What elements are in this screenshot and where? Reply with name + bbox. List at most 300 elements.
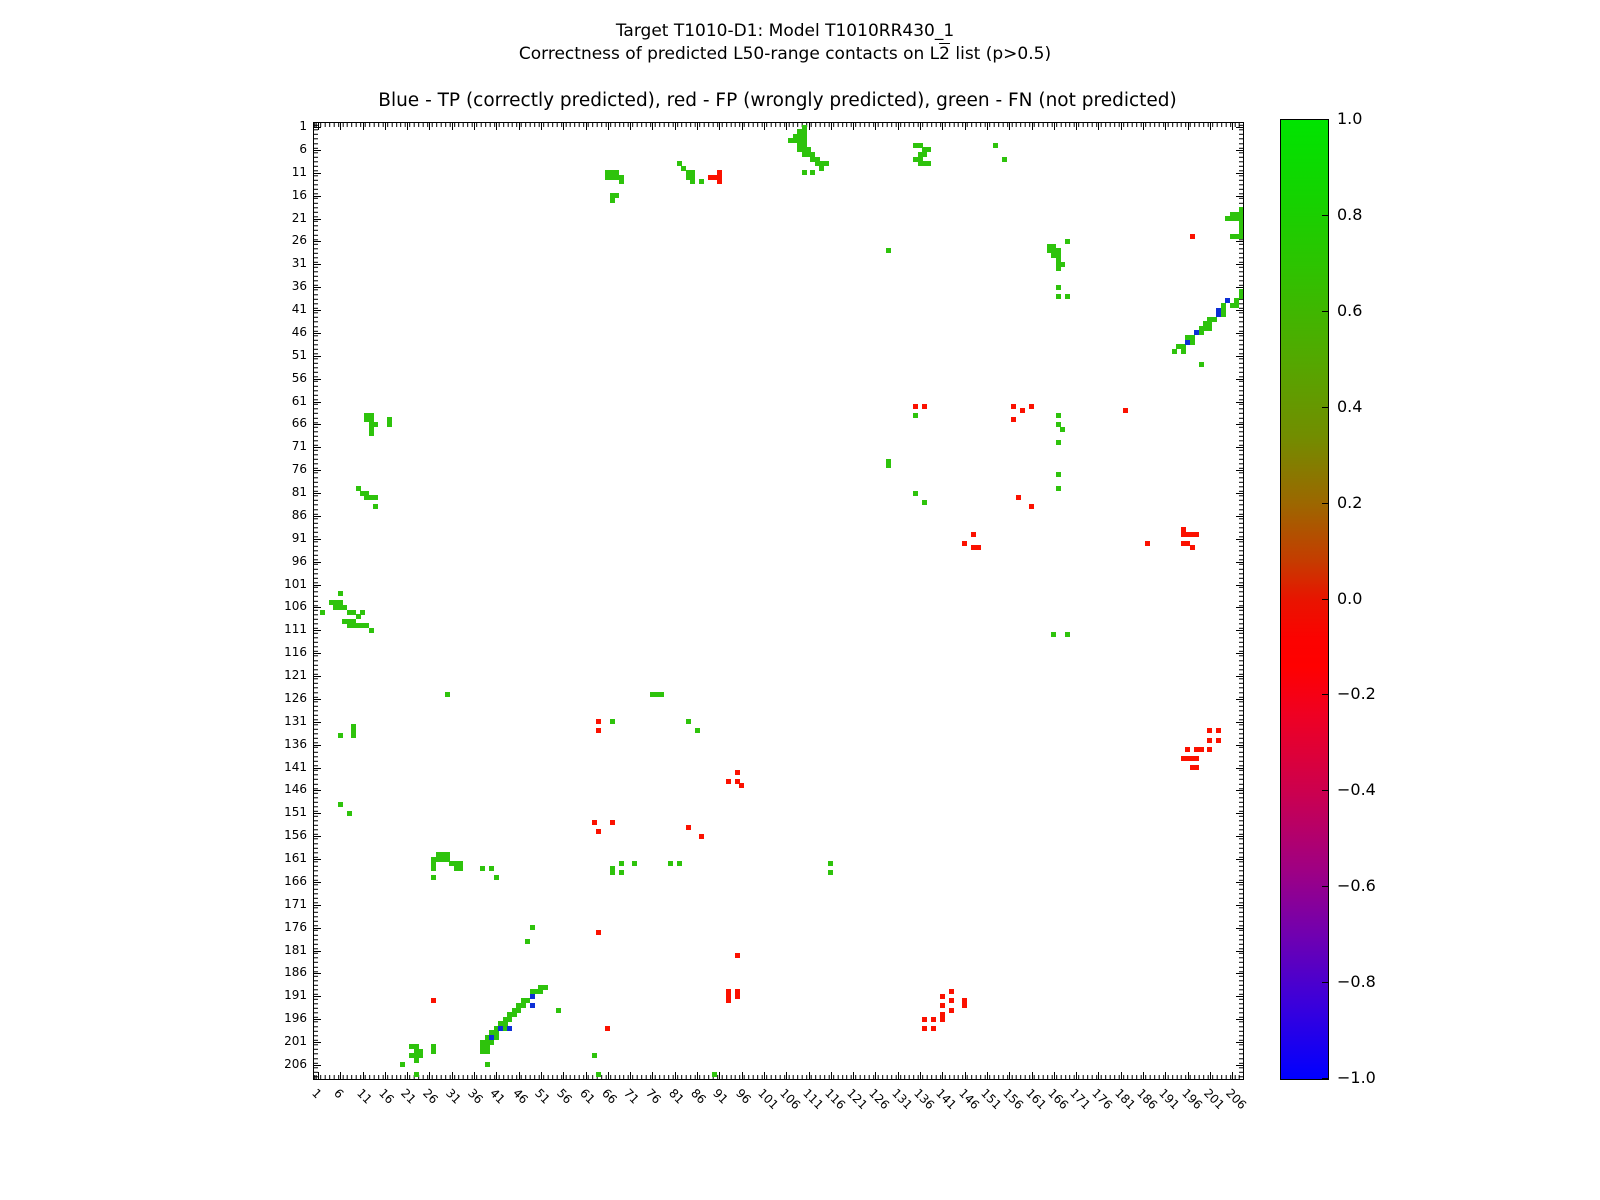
y-major-tick: [314, 836, 321, 837]
x-tick-label: 196: [1178, 1086, 1205, 1113]
y-tick-label: 111: [284, 622, 307, 637]
y-major-tick: [314, 562, 321, 563]
x-tick-label: 11: [353, 1086, 375, 1107]
y-major-tick: [1236, 379, 1243, 380]
x-tick-label: 41: [487, 1086, 509, 1107]
contact-point-fp: [1190, 234, 1195, 239]
contact-point-fn: [1239, 234, 1244, 239]
contact-point-fn: [1212, 317, 1217, 322]
x-major-tick: [831, 1072, 832, 1079]
x-major-tick: [652, 123, 653, 130]
x-major-tick: [1210, 1072, 1211, 1079]
contact-point-tp: [530, 994, 535, 999]
x-tick-label: 201: [1201, 1086, 1228, 1113]
contact-point-fp: [1216, 738, 1221, 743]
y-major-tick: [314, 745, 321, 746]
x-major-tick: [965, 1072, 966, 1079]
y-tick-label: 101: [284, 576, 307, 591]
y-tick-label: 121: [284, 668, 307, 683]
y-major-tick: [1236, 424, 1243, 425]
y-major-tick: [1236, 356, 1243, 357]
colorbar-tick: [1322, 407, 1328, 408]
y-tick-label: 171: [284, 896, 307, 911]
colorbar-tick-label: 0.0: [1337, 588, 1363, 608]
contact-point-fn: [521, 1003, 526, 1008]
x-major-tick: [1121, 123, 1122, 130]
contact-point-fn: [886, 463, 891, 468]
y-major-tick: [314, 196, 321, 197]
x-major-tick: [1098, 123, 1099, 130]
contact-point-fn: [619, 179, 624, 184]
y-tick-label: 116: [284, 645, 307, 660]
y-major-tick: [1236, 859, 1243, 860]
y-major-tick: [1236, 173, 1243, 174]
contact-point-fp: [962, 541, 967, 546]
contact-point-fn: [525, 939, 530, 944]
contact-point-fn: [699, 179, 704, 184]
y-major-tick: [1236, 1042, 1243, 1043]
y-tick-label: 191: [284, 988, 307, 1003]
contact-point-fp: [686, 825, 691, 830]
contact-point-fn: [828, 861, 833, 866]
x-major-tick: [898, 1072, 899, 1079]
y-major-tick: [314, 470, 321, 471]
minor-ticks-left: [314, 123, 318, 1079]
y-major-tick: [1236, 790, 1243, 791]
x-major-tick: [1054, 1072, 1055, 1079]
y-tick-label: 61: [291, 393, 307, 408]
x-major-tick: [452, 1072, 453, 1079]
x-tick-label: 91: [710, 1086, 732, 1107]
contact-point-fn: [886, 248, 891, 253]
contact-point-fp: [922, 1017, 927, 1022]
x-major-tick: [586, 123, 587, 130]
y-major-tick: [314, 768, 321, 769]
contact-point-tp: [1216, 312, 1221, 317]
colorbar-tick-label: 0.4: [1337, 396, 1363, 416]
y-tick-label: 131: [284, 713, 307, 728]
x-major-tick: [608, 123, 609, 130]
x-tick-label: 136: [911, 1086, 938, 1113]
minor-ticks-bottom: [314, 1075, 1243, 1079]
contact-point-fp: [1020, 408, 1025, 413]
colorbar-tick-label: 1.0: [1337, 109, 1363, 128]
x-major-tick: [1165, 1072, 1166, 1079]
x-major-tick: [630, 1072, 631, 1079]
x-major-tick: [1009, 123, 1010, 130]
x-tick-label: 96: [732, 1086, 754, 1107]
contact-point-fn: [494, 1035, 499, 1040]
contact-point-fn: [1181, 349, 1186, 354]
contact-point-fn: [619, 861, 624, 866]
contact-point-fn: [480, 866, 485, 871]
contact-point-fn: [356, 614, 361, 619]
x-major-tick: [920, 1072, 921, 1079]
contact-point-fn: [556, 1008, 561, 1013]
colorbar-tick-label: −0.8: [1337, 972, 1376, 992]
contact-point-fp: [1190, 545, 1195, 550]
contact-point-fn: [1056, 486, 1061, 491]
y-major-tick: [314, 585, 321, 586]
x-tick-label: 21: [398, 1086, 419, 1107]
contact-point-fp: [1194, 532, 1199, 537]
contact-point-fp: [596, 719, 601, 724]
y-major-tick: [1236, 630, 1243, 631]
colorbar-tick-label: −0.4: [1337, 780, 1376, 800]
contact-point-fp: [1029, 404, 1034, 409]
colorbar-tick-label: 0.6: [1337, 300, 1363, 320]
minor-ticks-top: [314, 123, 1243, 127]
contact-point-fn: [414, 1058, 419, 1063]
y-major-tick: [1236, 745, 1243, 746]
contact-point-fn: [347, 811, 352, 816]
y-major-tick: [314, 653, 321, 654]
y-major-tick: [1236, 150, 1243, 151]
x-major-tick: [363, 123, 364, 130]
contact-point-fp: [1011, 417, 1016, 422]
colorbar-tick: [1322, 311, 1328, 312]
contact-point-fn: [1065, 239, 1070, 244]
x-major-tick: [786, 123, 787, 130]
x-major-tick: [675, 1072, 676, 1079]
y-tick-label: 26: [291, 233, 307, 248]
y-major-tick: [1236, 264, 1243, 265]
x-major-tick: [809, 123, 810, 130]
y-major-tick: [314, 219, 321, 220]
y-major-tick: [314, 310, 321, 311]
x-major-tick: [831, 123, 832, 130]
x-major-tick: [563, 123, 564, 130]
x-tick-label: 151: [978, 1086, 1005, 1113]
y-major-tick: [1236, 447, 1243, 448]
y-major-tick: [314, 150, 321, 151]
x-major-tick: [1232, 1072, 1233, 1079]
contact-point-fn: [828, 870, 833, 875]
contact-point-fn: [431, 866, 436, 871]
contact-point-fn: [819, 166, 824, 171]
x-major-tick: [363, 1072, 364, 1079]
contact-point-tp: [1225, 298, 1230, 303]
minor-ticks-right: [1239, 123, 1243, 1079]
figure-suptitle: [0, 20, 1570, 66]
contact-point-fp: [610, 820, 615, 825]
x-major-tick: [519, 123, 520, 130]
contact-point-fn: [1221, 312, 1226, 317]
axes-title: Blue - TP (correctly predicted), red - FP (wrongly predicted), green - FN (not predicted): [378, 90, 1177, 111]
y-major-tick: [314, 630, 321, 631]
x-tick-label: 81: [665, 1086, 687, 1107]
contact-point-fn: [543, 985, 548, 990]
x-major-tick: [1121, 1072, 1122, 1079]
y-tick-label: 1: [299, 119, 307, 134]
contact-point-fn: [538, 989, 543, 994]
y-major-tick: [314, 539, 321, 540]
y-tick-label: 76: [291, 462, 307, 477]
y-major-tick: [1236, 287, 1243, 288]
contact-point-fn: [431, 1049, 436, 1054]
x-major-tick: [429, 123, 430, 130]
x-tick-label: 36: [465, 1086, 486, 1107]
colorbar-tick-label: 0.2: [1337, 492, 1363, 512]
y-tick-label: 56: [291, 370, 307, 385]
y-major-tick: [314, 356, 321, 357]
x-tick-label: 86: [688, 1086, 709, 1107]
contact-point-fp: [949, 998, 954, 1003]
colorbar-tick: [1322, 503, 1328, 504]
x-major-tick: [1188, 123, 1189, 130]
contact-point-tp: [498, 1026, 503, 1031]
contact-point-fp: [949, 1008, 954, 1013]
contact-point-fn: [338, 591, 343, 596]
contact-point-fp: [913, 404, 918, 409]
y-major-tick: [314, 287, 321, 288]
contact-point-tp: [1185, 340, 1190, 345]
contact-point-fn: [1172, 349, 1177, 354]
y-tick-label: 81: [291, 485, 307, 500]
y-major-tick: [314, 607, 321, 608]
y-tick-label: 136: [284, 736, 307, 751]
contact-point-fn: [489, 1040, 494, 1045]
y-major-tick: [314, 722, 321, 723]
x-tick-label: 31: [442, 1086, 464, 1107]
x-major-tick: [340, 1072, 341, 1079]
x-major-tick: [697, 123, 698, 130]
contact-point-fp: [1029, 504, 1034, 509]
x-major-tick: [875, 1072, 876, 1079]
x-major-tick: [608, 1072, 609, 1079]
contact-point-fn: [690, 179, 695, 184]
y-tick-label: 161: [284, 851, 307, 866]
x-major-tick: [519, 1072, 520, 1079]
contact-point-fn: [351, 733, 356, 738]
contact-point-fp: [735, 994, 740, 999]
y-tick-label: 126: [284, 690, 307, 705]
x-tick-label: 146: [955, 1086, 982, 1113]
contact-point-fn: [913, 491, 918, 496]
contact-point-fn: [1243, 399, 1244, 404]
x-tick-label: 111: [799, 1086, 826, 1113]
x-major-tick: [675, 123, 676, 130]
x-major-tick: [853, 1072, 854, 1079]
contact-point-fp: [1207, 728, 1212, 733]
contact-point-fp: [1216, 728, 1221, 733]
contact-point-fn: [619, 870, 624, 875]
contact-point-fp: [1011, 404, 1016, 409]
y-major-tick: [1236, 699, 1243, 700]
y-tick-label: 91: [291, 530, 307, 545]
contact-point-fn: [824, 161, 829, 166]
contact-point-fn: [1060, 262, 1065, 267]
contact-point-fp: [605, 1026, 610, 1031]
x-major-tick: [385, 1072, 386, 1079]
x-tick-label: 1: [309, 1086, 325, 1102]
y-major-tick: [314, 859, 321, 860]
contact-point-fn: [387, 422, 392, 427]
contact-point-fn: [1060, 427, 1065, 432]
y-tick-label: 201: [284, 1034, 307, 1049]
y-major-tick: [314, 905, 321, 906]
contact-point-fn: [320, 610, 325, 615]
contact-point-fp: [1194, 765, 1199, 770]
x-major-tick: [1188, 1072, 1189, 1079]
y-tick-label: 151: [284, 805, 307, 820]
contact-point-fn: [1065, 294, 1070, 299]
y-major-tick: [1236, 768, 1243, 769]
y-major-tick: [314, 379, 321, 380]
contact-point-fp: [1016, 495, 1021, 500]
contact-point-fn: [1243, 216, 1244, 221]
x-tick-label: 101: [755, 1086, 782, 1113]
y-tick-label: 51: [291, 347, 307, 362]
y-major-tick: [1236, 653, 1243, 654]
contact-point-fn: [659, 692, 664, 697]
y-major-tick: [314, 813, 321, 814]
y-major-tick: [314, 447, 321, 448]
contact-point-fn: [1243, 289, 1244, 294]
y-tick-label: 41: [291, 302, 307, 317]
x-major-tick: [942, 123, 943, 130]
contact-point-fn: [592, 1053, 597, 1058]
contact-point-fn: [913, 413, 918, 418]
x-major-tick: [586, 1072, 587, 1079]
y-major-tick: [1236, 813, 1243, 814]
x-major-tick: [1032, 1072, 1033, 1079]
y-tick-label: 36: [291, 279, 307, 294]
colorbar-tick: [1322, 694, 1328, 695]
colorbar-tick: [1322, 599, 1328, 600]
x-major-tick: [1009, 1072, 1010, 1079]
contact-point-fn: [494, 875, 499, 880]
colorbar-tick-label: −0.6: [1337, 876, 1376, 896]
y-major-tick: [314, 882, 321, 883]
x-major-tick: [474, 123, 475, 130]
contact-point-fp: [1207, 738, 1212, 743]
x-major-tick: [385, 123, 386, 130]
x-tick-label: 56: [554, 1086, 576, 1107]
contact-point-fn: [369, 431, 374, 436]
contact-point-fn: [485, 1062, 490, 1067]
y-tick-label: 141: [284, 759, 307, 774]
contact-point-fn: [810, 170, 815, 175]
contact-point-fn: [610, 198, 615, 203]
contact-point-fn: [596, 1072, 601, 1077]
contact-point-fn: [1065, 632, 1070, 637]
x-major-tick: [541, 123, 542, 130]
contact-point-fn: [1199, 330, 1204, 335]
y-major-tick: [1236, 127, 1243, 128]
x-major-tick: [786, 1072, 787, 1079]
x-major-tick: [407, 1072, 408, 1079]
contact-point-fp: [596, 728, 601, 733]
x-tick-label: 186: [1134, 1086, 1161, 1113]
contact-point-fn: [610, 870, 615, 875]
contact-point-fp: [726, 779, 731, 784]
y-major-tick: [314, 402, 321, 403]
contact-point-fn: [1234, 303, 1239, 308]
x-major-tick: [987, 123, 988, 130]
contact-point-fp: [717, 179, 722, 184]
contact-point-fn: [922, 500, 927, 505]
x-major-tick: [809, 1072, 810, 1079]
contact-point-fn: [1056, 413, 1061, 418]
x-major-tick: [1143, 123, 1144, 130]
colorbar-tick-label: 0.8: [1337, 204, 1363, 224]
contact-point-fn: [610, 719, 615, 724]
y-tick-label: 146: [284, 782, 307, 797]
colorbar-tick: [1322, 790, 1328, 791]
colorbar-tick-label: −1.0: [1337, 1068, 1376, 1087]
contact-point-fp: [940, 1003, 945, 1008]
x-major-tick: [563, 1072, 564, 1079]
suptitle-line2: Correctness of predicted L50-range contacts on L2 list (p>0.5): [518, 44, 1052, 64]
x-major-tick: [407, 123, 408, 130]
contact-point-fp: [1123, 408, 1128, 413]
x-major-tick: [987, 1072, 988, 1079]
contact-point-fp: [971, 532, 976, 537]
x-tick-label: 166: [1044, 1086, 1072, 1113]
contact-point-fp: [922, 1026, 927, 1031]
y-tick-label: 186: [284, 965, 307, 980]
contact-point-fn: [1243, 298, 1244, 303]
y-tick-label: 31: [291, 256, 307, 271]
y-major-tick: [314, 1042, 321, 1043]
contact-point-fn: [338, 733, 343, 738]
contact-point-tp: [530, 1003, 535, 1008]
y-major-tick: [314, 951, 321, 952]
y-major-tick: [1236, 493, 1243, 494]
x-tick-label: 171: [1067, 1086, 1094, 1113]
contact-point-fn: [926, 147, 931, 152]
y-major-tick: [1236, 562, 1243, 563]
y-major-tick: [1236, 516, 1243, 517]
contact-point-fn: [458, 866, 463, 871]
x-major-tick: [920, 123, 921, 130]
contact-point-fn: [1002, 157, 1007, 162]
contact-point-fn: [369, 628, 374, 633]
contact-point-fn: [632, 861, 637, 866]
contact-point-fn: [516, 1008, 521, 1013]
y-tick-label: 156: [284, 828, 307, 843]
x-major-tick: [719, 123, 720, 130]
y-major-tick: [314, 516, 321, 517]
contact-point-fn: [360, 610, 365, 615]
contact-point-fn: [1199, 362, 1204, 367]
y-major-tick: [314, 1065, 321, 1066]
x-tick-label: 6: [331, 1086, 347, 1102]
contact-point-fn: [614, 193, 619, 198]
y-major-tick: [1236, 928, 1243, 929]
x-major-tick: [742, 1072, 743, 1079]
contact-point-fp: [931, 1017, 936, 1022]
contact-point-tp: [489, 1035, 494, 1040]
x-major-tick: [742, 123, 743, 130]
y-major-tick: [1236, 333, 1243, 334]
y-major-tick: [314, 996, 321, 997]
y-major-tick: [314, 493, 321, 494]
contact-point-fp: [1145, 541, 1150, 546]
y-major-tick: [314, 424, 321, 425]
x-major-tick: [853, 123, 854, 130]
contact-point-fn: [485, 1049, 490, 1054]
x-major-tick: [875, 123, 876, 130]
contact-point-fn: [373, 504, 378, 509]
contact-point-fn: [1056, 285, 1061, 290]
contact-point-fn: [668, 861, 673, 866]
contact-point-fn: [414, 1072, 419, 1077]
y-major-tick: [1236, 607, 1243, 608]
y-major-tick: [1236, 676, 1243, 677]
y-tick-label: 16: [291, 187, 307, 202]
